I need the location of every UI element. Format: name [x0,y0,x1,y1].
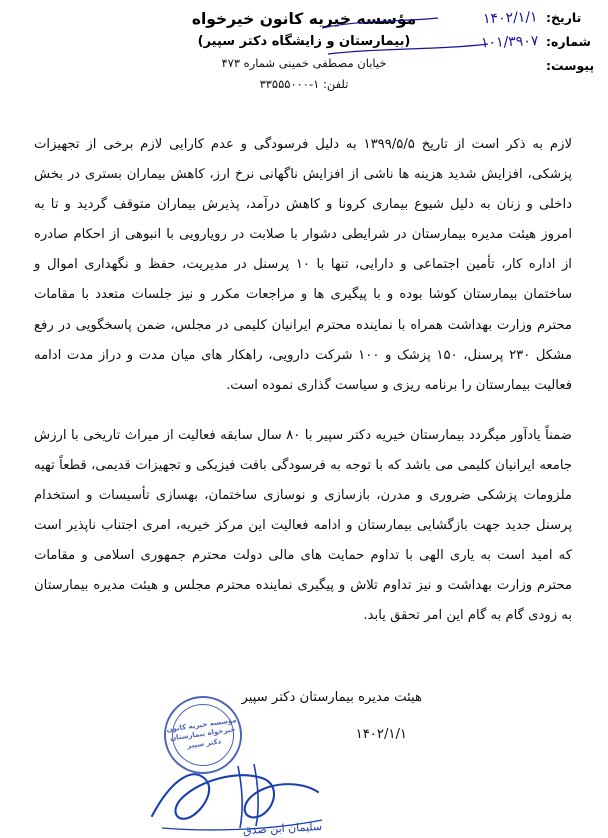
stamp-text: مؤسسه خیریه کانون خیرخواه بیمارستان دکتر سپیر [166,716,238,750]
date-value: ۱۴۰۲/۱/۱ [483,9,539,28]
handwriting-date-strokes [318,6,548,76]
letter-body [34,130,572,652]
number-label: شماره: [546,34,591,49]
organization-name: مؤسسه خیریه کانون خیرخواه [191,10,417,28]
date-label: تاریخ: [546,10,582,25]
signature-date: ۱۴۰۲/۱/۱ [355,727,407,742]
number-value: ۱۰۱/۳۹۰۷ [480,33,539,52]
paragraph-2: ضمناً یادآور میگردد بیمارستان خیریه دکتر سپیر با ۸۰ سال سابقه فعالیت از میراث تاریخی با ارزش جامعه ایرانیان کلیمی می باشد که با توجه به فرسودگی بافت فیزیکی و تجهیزات قدیمی، قطعاً تهیه ملزومات پزشکی ضروری و مدرن، بازسازی و نوسازی ساختمان، بهسازی تأسیسات و استخدام پرسنل جدید جهت بازگشایی بیمارستان و ادامه فعالیت این مرکز خیریه، امری اجتناب ناپذیر است که امید است به یاری الهی با تداوم حمایت های مالی دولت محترم جمهوری اسلامی و مقامات محترم وزارت بهداشت و نیز تداوم تلاش و پیگیری نماینده محترم مجلس و هیئت مدیره بیمارستان به زودی گام به گام این امر تحقق یابد. [34,427,572,624]
signature-title: هیئت مدیره بیمارستان دکتر سپیر [241,690,422,705]
organization-telephone: تلفن: ۱-۳۳۵۵۵۰۰۰ [259,77,349,92]
signer-name: سلیمان ابن صدق [242,819,323,838]
attachment-label: پیوست: [546,58,595,73]
letterhead [0,0,608,118]
paragraph-1: لازم به ذکر است از تاریخ ۱۳۹۹/۵/۵ به دلیل فرسودگی و عدم کارایی لازم برخی از تجهیزات پزشکی، افزایش شدید هزینه ها ناشی از افزایش ناگهانی نرخ ارز، کاهش بیماران بستری در بخش داخلی و زنان به دلیل شیوع بیماری کرونا و کاهش درآمد، پذیرش بیماران متوقف گردید و تا به امروز هیئت مدیره بیمارستان در شرایطی دشوار با صلابت در رویارویی با انبوهی از احکام صادره از اداره کار، تأمین اجتماعی و دارایی، تنها با ۱۰ پرسنل در مدیریت، حفظ و نگهداری اموال و ساختمان بیمارستان کوشا بوده و با پیگیری ها و مراجعات مکرر و نیز جلسات متعدد با مقامات محترم وزارت بهداشت همراه با نماینده محترم ایرانیان کلیمی در مجلس، ضمن پاسخگویی در رفع مشکل ۲۳۰ پرسنل، ۱۵۰ پزشک و ۱۰۰ شرکت دارویی، راهکار های میان مدت و دراز مدت ادامه فعالیت بیمارستان را برنامه ریزی و سیاست گذاری نموده است. [34,137,573,393]
signature-area [34,690,572,838]
organization-address: خیابان مصطفی خمینی شماره ۴۷۳ [221,56,387,71]
organization-subtitle: (بیمارستان و زایشگاه دکتر سپیر) [197,34,411,50]
